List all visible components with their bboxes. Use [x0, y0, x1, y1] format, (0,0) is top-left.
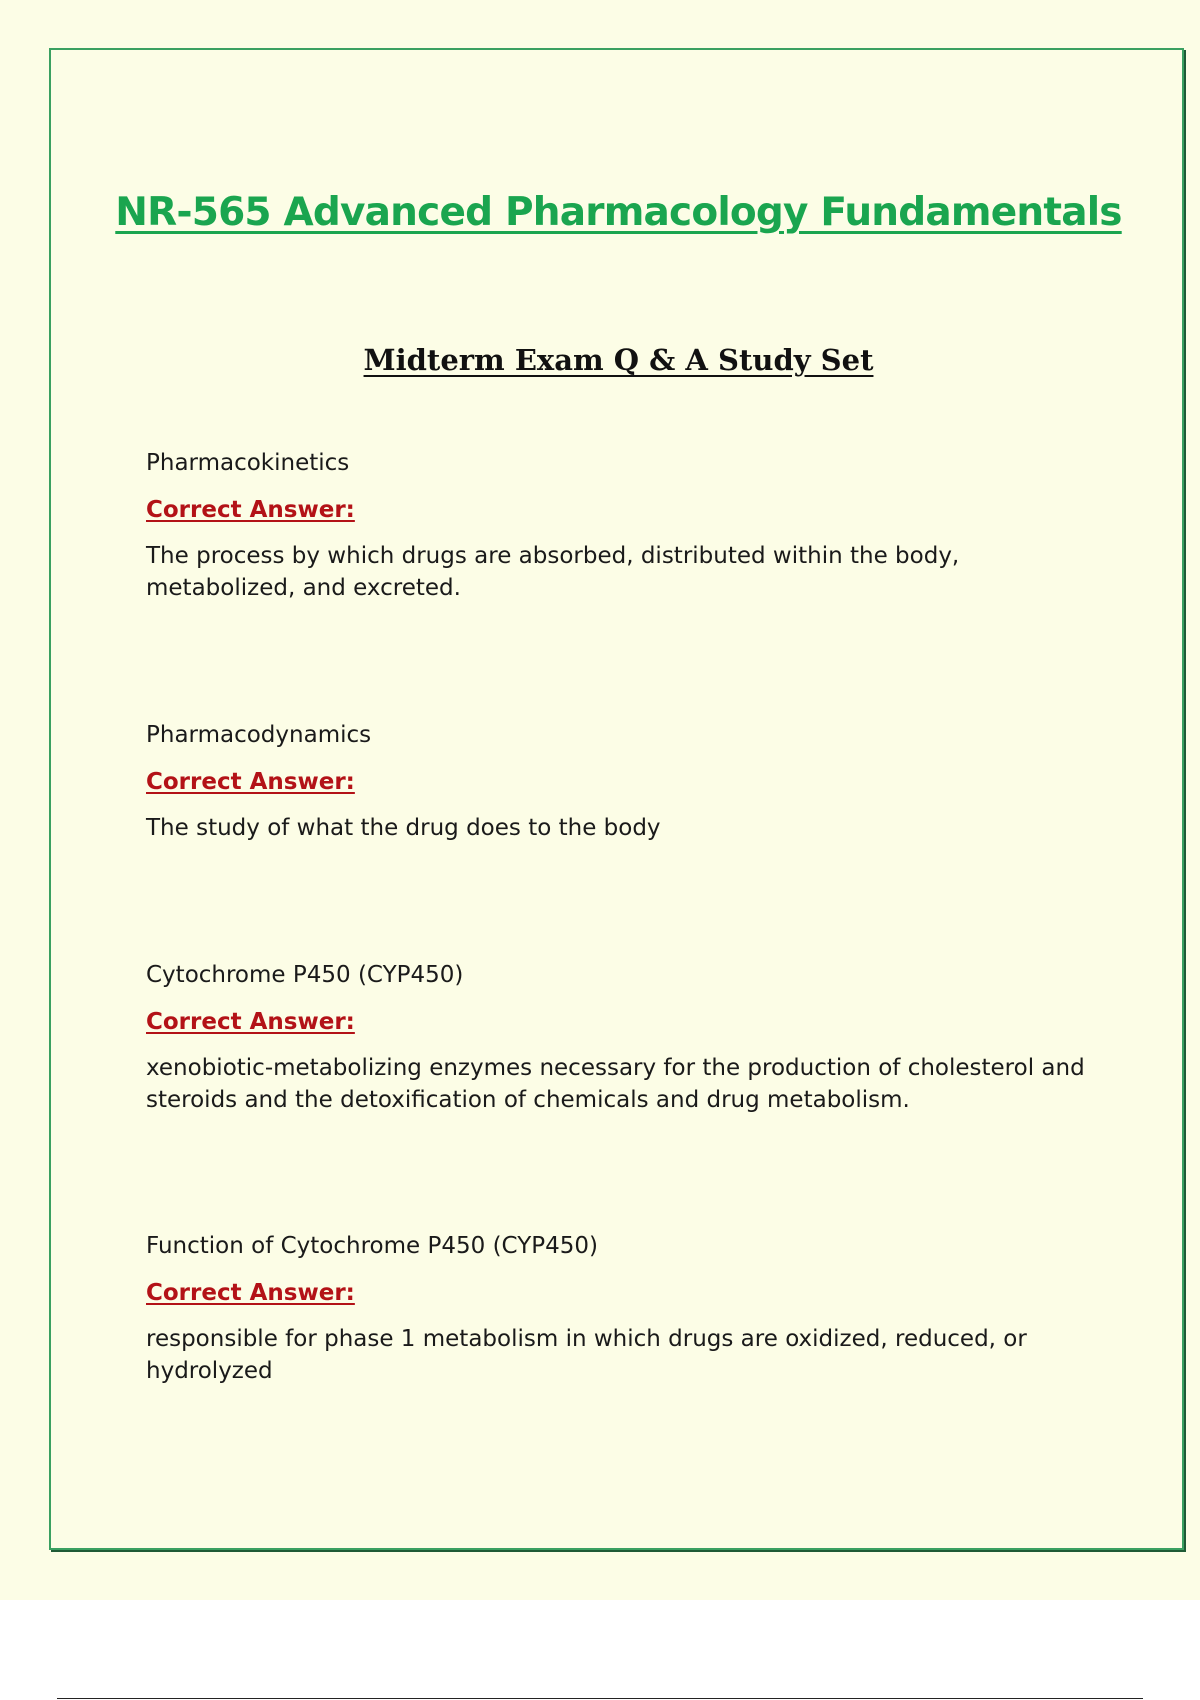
question-text: Pharmacokinetics — [146, 450, 350, 476]
answer-text: responsible for phase 1 metabolism in which drugs are oxidized, reduced, or hydrolyzed — [146, 1326, 1027, 1384]
page-bottom-rule — [57, 1698, 1143, 1699]
question-text: Pharmacodynamics — [146, 722, 372, 748]
answer-text: The study of what the drug does to the body — [146, 815, 661, 841]
answer-text: The process by which drugs are absorbed, distributed within the body, metabolized, and excreted. — [146, 543, 960, 601]
correct-answer-label: Correct Answer: — [146, 497, 355, 523]
document-subtitle: Midterm Exam Q & A Study Set — [363, 343, 874, 377]
qa-item — [146, 448, 1136, 604]
question-text: Function of Cytochrome P450 (CYP450) — [146, 1233, 598, 1259]
correct-answer-label: Correct Answer: — [146, 769, 355, 795]
document-title: NR-565 Advanced Pharmacology Fundamentals — [115, 190, 1122, 235]
answer-text: xenobiotic-metabolizing enzymes necessary for the production of cholesterol and steroids and the detoxification of chemicals and drug metabolism. — [146, 1055, 1085, 1113]
qa-item — [146, 960, 1136, 1116]
qa-item — [146, 1231, 1136, 1387]
content-frame — [49, 48, 1184, 1550]
correct-answer-label: Correct Answer: — [146, 1280, 355, 1306]
qa-item — [146, 720, 1136, 844]
correct-answer-label: Correct Answer: — [146, 1009, 355, 1035]
question-text: Cytochrome P450 (CYP450) — [146, 962, 464, 988]
